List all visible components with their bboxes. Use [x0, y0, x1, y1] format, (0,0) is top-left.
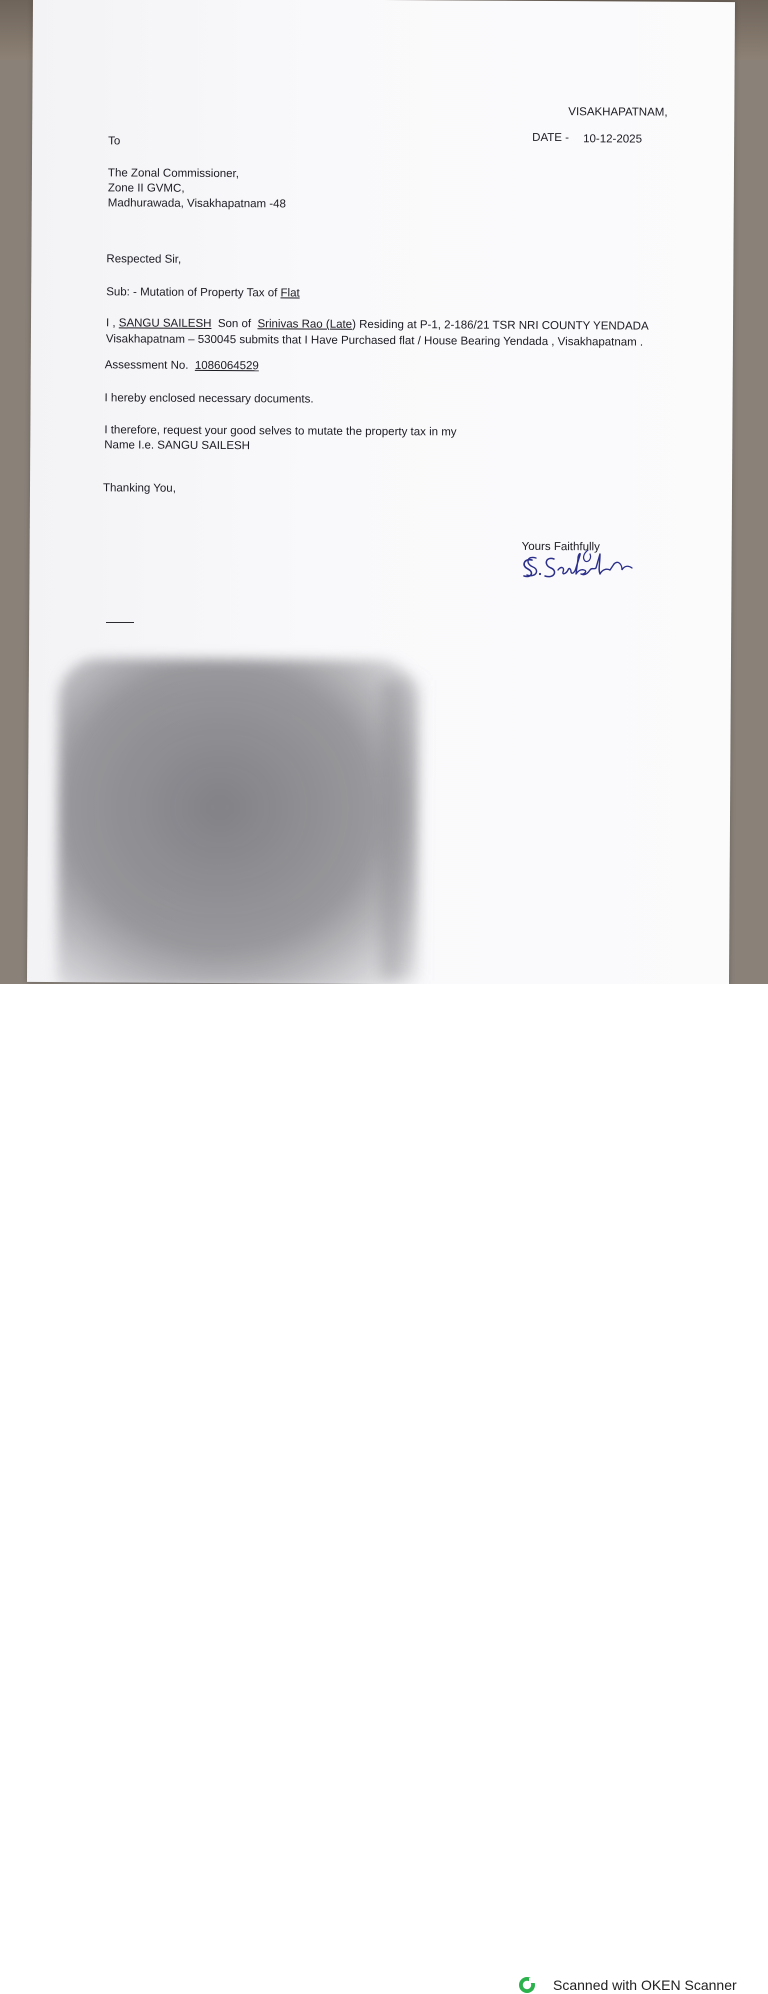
body-line-2: Visakhapatnam – 530045 submits that I Have Purchased flat / House Bearing Yendada , Visakhapatnam .: [105, 333, 644, 349]
hand-shadow: [57, 658, 419, 984]
hand-shadow-edge: [382, 680, 424, 980]
letter-city: VISAKHAPATNAM,: [568, 106, 668, 119]
address-line-2: Zone II GVMC,: [107, 182, 185, 195]
recipient-to: To: [108, 135, 121, 148]
assessment-label: Assessment No.: [104, 359, 195, 372]
scanned-page: [0, 0, 768, 984]
letter-sheet: [27, 0, 735, 984]
salutation: Respected Sir,: [106, 253, 182, 266]
closing: Thanking You,: [102, 482, 176, 495]
date-label: DATE -: [532, 131, 570, 145]
assessment-line: [105, 358, 259, 374]
residence-text: ) Residing at P-1, 2-186/21 TSR NRI COUNTY YENDADA: [352, 318, 649, 333]
date-value: 10-12-2025: [583, 133, 643, 146]
subject-line: [106, 285, 300, 301]
son-of-text: Son of: [211, 317, 258, 331]
father-name: Srinivas Rao (Late: [257, 318, 353, 331]
divider-dash: [106, 622, 134, 623]
address-line-3: Madhurawada, Visakhapatnam -48: [107, 197, 286, 211]
request-line-2: Name I.e. SANGU SAILESH: [104, 439, 251, 453]
applicant-name: SANGU SAILESH: [118, 317, 212, 330]
enclosed-line: I hereby enclosed necessary documents.: [104, 392, 314, 406]
scanner-footer: [0, 984, 768, 1993]
subject-prefix: Sub: - Mutation of Property Tax of: [106, 286, 281, 300]
address-line-1: The Zonal Commissioner,: [107, 167, 240, 181]
assessment-number: 1086064529: [194, 359, 259, 373]
scanner-watermark-text: Scanned with OKEN Scanner: [553, 1977, 737, 1993]
body-prefix: I ,: [105, 317, 119, 330]
request-line-1: I therefore, request your good selves to mutate the property tax in my: [104, 424, 457, 439]
oken-scanner-logo-icon: [518, 1976, 536, 1994]
handwritten-signature: [518, 550, 638, 584]
signoff: Yours Faithfully: [521, 540, 600, 554]
subject-item: Flat: [280, 287, 300, 300]
